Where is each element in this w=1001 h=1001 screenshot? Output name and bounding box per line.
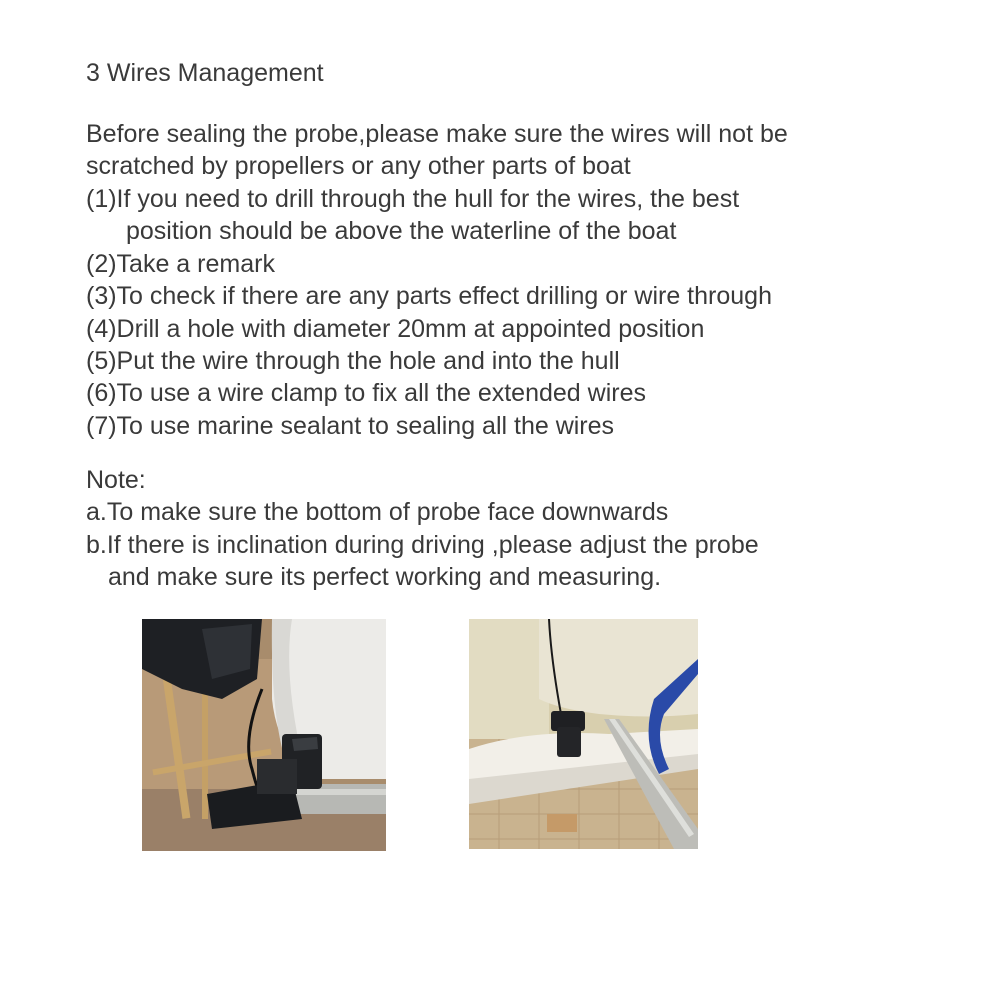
note-heading: Note: <box>86 466 146 494</box>
photo-probe-on-hull-drawing <box>469 619 698 849</box>
steps-list <box>86 183 772 442</box>
step-3: (3)To check if there are any parts effect drilling or wire through <box>86 282 772 311</box>
intro-paragraph <box>86 118 788 183</box>
step-1: (1)If you need to drill through the hull for the wires, the best <box>86 185 740 213</box>
note-item-a: a.To make sure the bottom of probe face downwards <box>86 498 669 527</box>
step-1-continuation: position should be above the waterline of the boat <box>126 217 677 246</box>
step-2: (2)Take a remark <box>86 249 275 278</box>
step-4: (4)Drill a hole with diameter 20mm at appointed position <box>86 314 705 343</box>
note-item-b: b.If there is inclination during driving ,please adjust the probe <box>86 530 759 559</box>
photo-probe-mounted-transom <box>142 619 386 851</box>
note-item-b-continuation: and make sure its perfect working and measuring. <box>108 563 662 592</box>
photo-probe-on-hull <box>469 619 698 849</box>
step-7: (7)To use marine sealant to sealing all the wires <box>86 411 615 440</box>
step-5: (5)Put the wire through the hole and into the hull <box>86 347 620 376</box>
intro-line: scratched by propellers or any other parts of boat <box>86 152 631 181</box>
photo-probe-mounted-transom-drawing <box>142 619 386 851</box>
step-6: (6)To use a wire clamp to fix all the extended wires <box>86 379 646 408</box>
intro-line: Before sealing the probe,please make sure the wires will not be <box>86 120 788 148</box>
note-section <box>86 464 759 594</box>
section-title: 3 Wires Management <box>86 59 324 87</box>
